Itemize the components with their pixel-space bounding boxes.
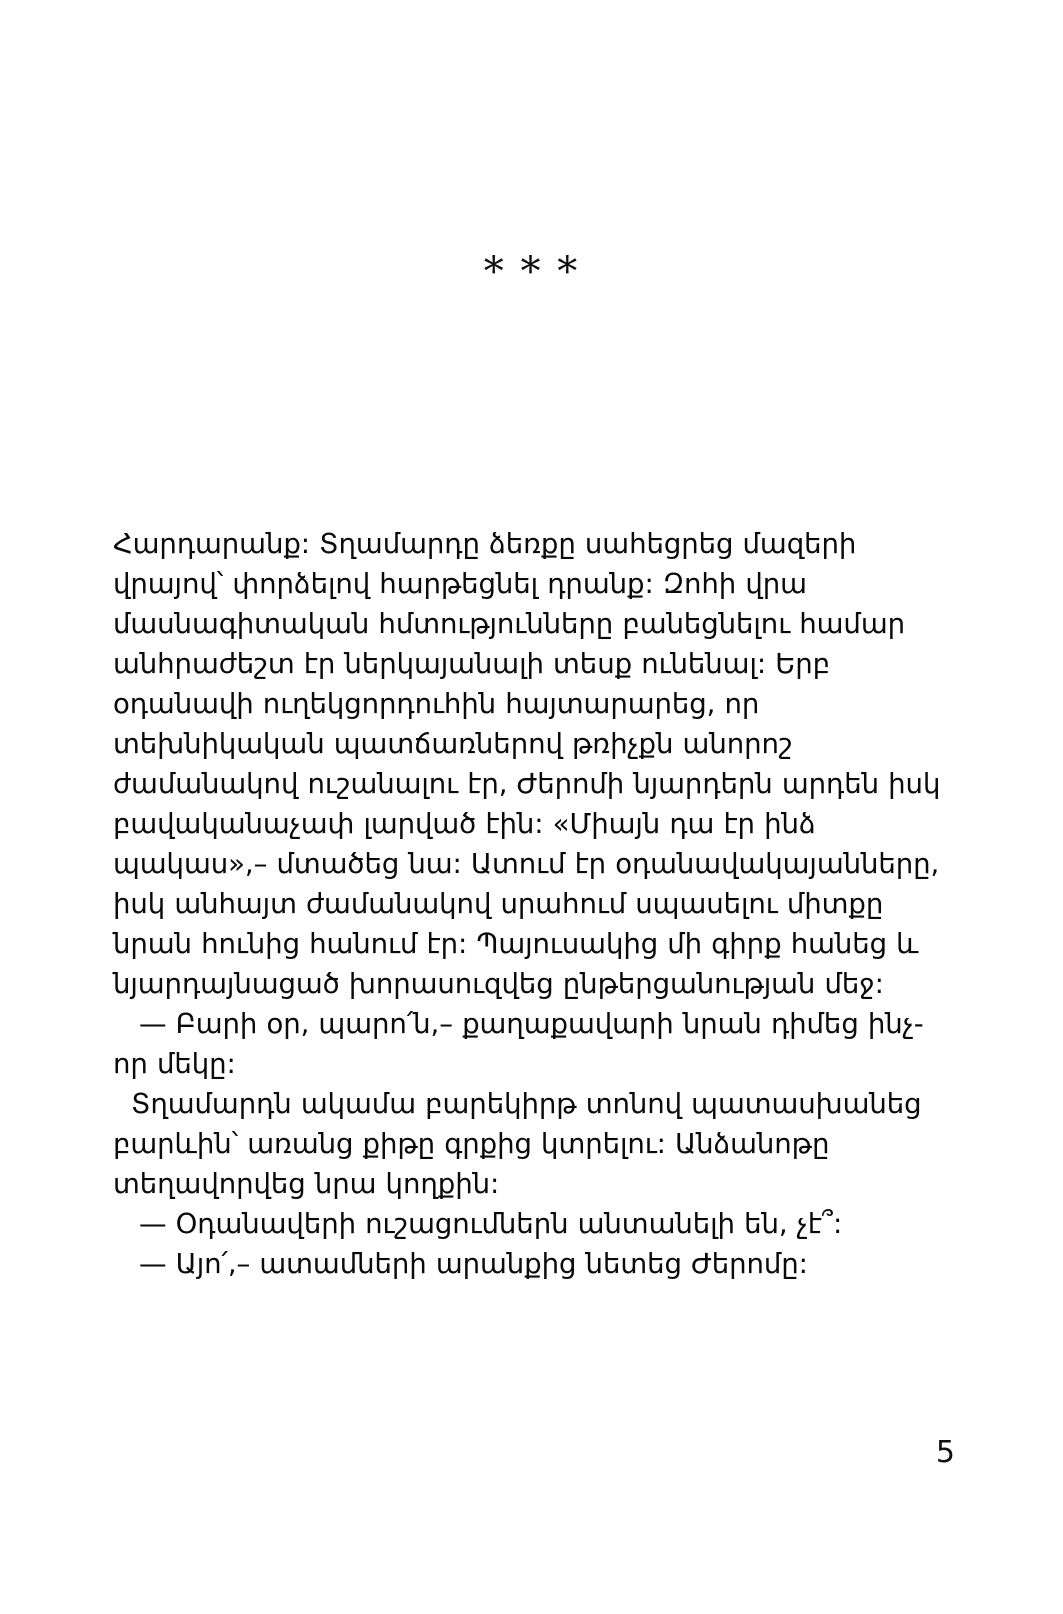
section-separator: * * *: [483, 249, 580, 295]
page-number: 5: [935, 1435, 955, 1470]
body-paragraph: Հարդարանք: Տղամարդը ձեռքը սահեցրեց մազերի վրայով՝ փորձելով հարթեցնել դրանք: Զոհի վրա մասնագիտական հմտությունները բանեցնելու համար անհրաժեշտ էր ներկայանալի տեսք ունենալ: Երբ օդանավի ուղեկցորդուհին հայտարարեց, որ տեխնիկական պատճառներով թռիչքն անորոշ ժամանակով ուշանալու էր, Ժերոմի նյարդերն արդեն իսկ բավականաչափ լարված էին: «Միայն դա էր ինձ պակաս»,– մտածեց նա: Ատում էր օդանավակայանները, իսկ անհայտ ժամանակով սրահում սպասելու միտքը նրան հունից հանում էր: Պայուսակից մի գիրք հանեց և նյարդայնացած խորասուզվեց ընթերցանության մեջ:: [113, 527, 950, 1000]
dialogue-paragraph: — Օդանավերի ուշացումներն անտանելի են, չէ՞:: [139, 1207, 843, 1240]
dialogue-paragraph: — Բարի օր, պարո՛ն,– քաղաքավարի նրան դիմեց ինչ-որ մեկը:: [113, 1007, 924, 1080]
page-body-text: [113, 524, 951, 1284]
body-paragraph: Տղամարդն ակամա բարեկիրթ տոնով պատասխանեց բարևին՝ առանց քիթը գրքից կտրելու: Անձանոթը տեղավորվեց նրա կողքին:: [113, 1087, 931, 1200]
dialogue-paragraph: — Այո՛,– ատամների արանքից նետեց Ժերոմը:: [139, 1247, 808, 1280]
